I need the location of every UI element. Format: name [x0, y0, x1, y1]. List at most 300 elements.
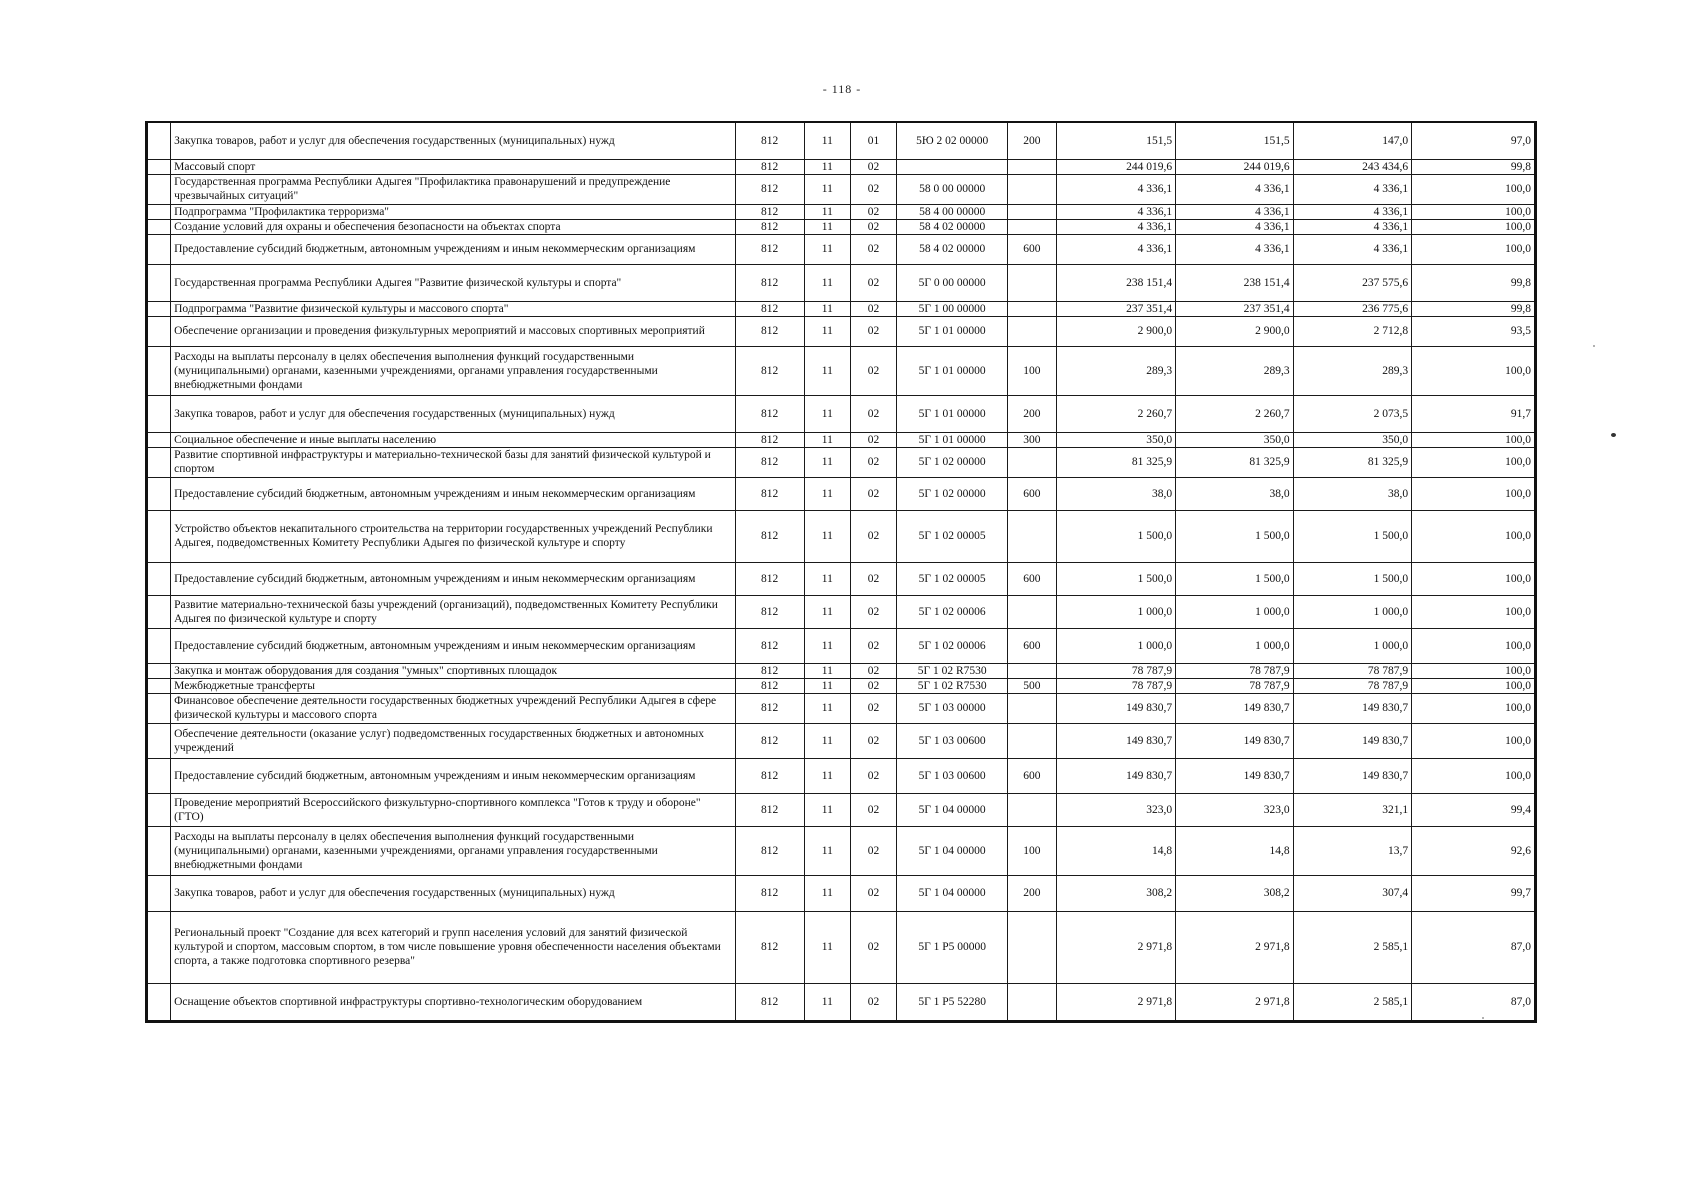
table-row: [147, 826, 1536, 875]
expense-name-cell: Государственная программа Республики Адыгея "Развитие физической культуры и спорта": [171, 264, 735, 301]
target-article-cell: 5Г 1 03 00600: [897, 723, 1008, 758]
refined-amount-cell: 350,0: [1176, 432, 1293, 447]
refined-amount-cell: 78 787,9: [1176, 678, 1293, 693]
table-row: [147, 346, 1536, 395]
approved-amount-cell: 81 325,9: [1056, 447, 1176, 477]
ministry-code-cell: 812: [735, 510, 804, 562]
execution-percent-cell: 100,0: [1412, 758, 1536, 793]
subsection-code-cell: 02: [850, 316, 896, 346]
row-margin-cell: [147, 875, 171, 911]
row-margin-cell: [147, 316, 171, 346]
ministry-code-cell: 812: [735, 628, 804, 663]
execution-percent-cell: 87,0: [1412, 983, 1536, 1021]
expense-kind-cell: [1008, 983, 1056, 1021]
refined-amount-cell: 149 830,7: [1176, 758, 1293, 793]
target-article-cell: 5Г 1 03 00600: [897, 758, 1008, 793]
target-article-cell: 5Г 1 01 00000: [897, 316, 1008, 346]
row-margin-cell: [147, 663, 171, 678]
row-margin-cell: [147, 234, 171, 264]
section-code-cell: 11: [804, 793, 850, 826]
approved-amount-cell: 38,0: [1056, 477, 1176, 510]
row-margin-cell: [147, 264, 171, 301]
expense-kind-cell: 500: [1008, 678, 1056, 693]
ministry-code-cell: 812: [735, 875, 804, 911]
executed-amount-cell: 4 336,1: [1293, 219, 1412, 234]
expense-name-cell: Закупка товаров, работ и услуг для обеспечения государственных (муниципальных) нужд: [171, 122, 735, 159]
ministry-code-cell: 812: [735, 663, 804, 678]
executed-amount-cell: 2 585,1: [1293, 983, 1412, 1021]
ministry-code-cell: 812: [735, 346, 804, 395]
section-code-cell: 11: [804, 562, 850, 595]
executed-amount-cell: 1 500,0: [1293, 562, 1412, 595]
subsection-code-cell: 02: [850, 264, 896, 301]
row-margin-cell: [147, 826, 171, 875]
expense-name-cell: Предоставление субсидий бюджетным, автономным учреждениям и иным некоммерческим организациям: [171, 628, 735, 663]
ministry-code-cell: 812: [735, 432, 804, 447]
target-article-cell: 5Г 1 02 R7530: [897, 663, 1008, 678]
section-code-cell: 11: [804, 432, 850, 447]
approved-amount-cell: 1 000,0: [1056, 628, 1176, 663]
executed-amount-cell: 289,3: [1293, 346, 1412, 395]
approved-amount-cell: 4 336,1: [1056, 174, 1176, 204]
expense-name-cell: Предоставление субсидий бюджетным, автономным учреждениям и иным некоммерческим организациям: [171, 758, 735, 793]
ministry-code-cell: 812: [735, 264, 804, 301]
executed-amount-cell: 243 434,6: [1293, 159, 1412, 174]
subsection-code-cell: 02: [850, 562, 896, 595]
subsection-code-cell: 02: [850, 510, 896, 562]
row-margin-cell: [147, 447, 171, 477]
target-article-cell: [897, 159, 1008, 174]
executed-amount-cell: 147,0: [1293, 122, 1412, 159]
ministry-code-cell: 812: [735, 447, 804, 477]
section-code-cell: 11: [804, 595, 850, 628]
table-row: [147, 911, 1536, 983]
ministry-code-cell: 812: [735, 477, 804, 510]
target-article-cell: 5Г 1 01 00000: [897, 432, 1008, 447]
row-margin-cell: [147, 395, 171, 432]
table-row: [147, 758, 1536, 793]
executed-amount-cell: 1 500,0: [1293, 510, 1412, 562]
executed-amount-cell: 149 830,7: [1293, 758, 1412, 793]
execution-percent-cell: 100,0: [1412, 219, 1536, 234]
table-row: [147, 793, 1536, 826]
expense-kind-cell: [1008, 595, 1056, 628]
table-row: [147, 477, 1536, 510]
expense-name-cell: Закупка товаров, работ и услуг для обеспечения государственных (муниципальных) нужд: [171, 875, 735, 911]
executed-amount-cell: 2 712,8: [1293, 316, 1412, 346]
ministry-code-cell: 812: [735, 826, 804, 875]
refined-amount-cell: 238 151,4: [1176, 264, 1293, 301]
expense-kind-cell: [1008, 447, 1056, 477]
ministry-code-cell: 812: [735, 395, 804, 432]
section-code-cell: 11: [804, 447, 850, 477]
approved-amount-cell: 1 500,0: [1056, 510, 1176, 562]
expense-kind-cell: 300: [1008, 432, 1056, 447]
subsection-code-cell: 02: [850, 219, 896, 234]
ministry-code-cell: 812: [735, 562, 804, 595]
subsection-code-cell: 02: [850, 911, 896, 983]
table-row: [147, 395, 1536, 432]
target-article-cell: 5Г 1 02 00005: [897, 510, 1008, 562]
execution-percent-cell: 92,6: [1412, 826, 1536, 875]
table-row: [147, 204, 1536, 219]
section-code-cell: 11: [804, 983, 850, 1021]
subsection-code-cell: 02: [850, 301, 896, 316]
approved-amount-cell: 2 900,0: [1056, 316, 1176, 346]
table-row: [147, 510, 1536, 562]
table-row: [147, 693, 1536, 723]
execution-percent-cell: 100,0: [1412, 447, 1536, 477]
executed-amount-cell: 4 336,1: [1293, 234, 1412, 264]
execution-percent-cell: 99,7: [1412, 875, 1536, 911]
refined-amount-cell: 38,0: [1176, 477, 1293, 510]
executed-amount-cell: 149 830,7: [1293, 723, 1412, 758]
target-article-cell: 5Г 1 02 00000: [897, 447, 1008, 477]
executed-amount-cell: 1 000,0: [1293, 628, 1412, 663]
target-article-cell: 58 0 00 00000: [897, 174, 1008, 204]
refined-amount-cell: 1 500,0: [1176, 510, 1293, 562]
expense-kind-cell: 600: [1008, 477, 1056, 510]
expense-name-cell: Государственная программа Республики Адыгея "Профилактика правонарушений и предупреждение чрезвычайных ситуаций": [171, 174, 735, 204]
section-code-cell: 11: [804, 510, 850, 562]
target-article-cell: 58 4 00 00000: [897, 204, 1008, 219]
refined-amount-cell: 4 336,1: [1176, 204, 1293, 219]
approved-amount-cell: 1 000,0: [1056, 595, 1176, 628]
row-margin-cell: [147, 793, 171, 826]
target-article-cell: 5Г 0 00 00000: [897, 264, 1008, 301]
approved-amount-cell: 149 830,7: [1056, 723, 1176, 758]
approved-amount-cell: 244 019,6: [1056, 159, 1176, 174]
ministry-code-cell: 812: [735, 595, 804, 628]
approved-amount-cell: 323,0: [1056, 793, 1176, 826]
section-code-cell: 11: [804, 663, 850, 678]
table-row: [147, 723, 1536, 758]
refined-amount-cell: 14,8: [1176, 826, 1293, 875]
section-code-cell: 11: [804, 234, 850, 264]
ministry-code-cell: 812: [735, 723, 804, 758]
expense-kind-cell: 200: [1008, 395, 1056, 432]
expense-kind-cell: 600: [1008, 234, 1056, 264]
section-code-cell: 11: [804, 204, 850, 219]
execution-percent-cell: 93,5: [1412, 316, 1536, 346]
approved-amount-cell: 237 351,4: [1056, 301, 1176, 316]
section-code-cell: 11: [804, 159, 850, 174]
section-code-cell: 11: [804, 301, 850, 316]
execution-percent-cell: 100,0: [1412, 693, 1536, 723]
row-margin-cell: [147, 595, 171, 628]
subsection-code-cell: 02: [850, 663, 896, 678]
expense-name-cell: Расходы на выплаты персоналу в целях обеспечения выполнения функций государственными (муниципальными) органами, казенными учреждениями, органами управления государственными внебюджетными фондами: [171, 346, 735, 395]
refined-amount-cell: 1 000,0: [1176, 628, 1293, 663]
subsection-code-cell: 02: [850, 234, 896, 264]
execution-percent-cell: 100,0: [1412, 477, 1536, 510]
refined-amount-cell: 2 260,7: [1176, 395, 1293, 432]
budget-table-body: [147, 122, 1536, 1021]
ministry-code-cell: 812: [735, 234, 804, 264]
section-code-cell: 11: [804, 693, 850, 723]
ministry-code-cell: 812: [735, 219, 804, 234]
executed-amount-cell: 149 830,7: [1293, 693, 1412, 723]
target-article-cell: 5Г 1 02 R7530: [897, 678, 1008, 693]
row-margin-cell: [147, 723, 171, 758]
target-article-cell: 5Г 1 02 00006: [897, 628, 1008, 663]
approved-amount-cell: 149 830,7: [1056, 758, 1176, 793]
approved-amount-cell: 350,0: [1056, 432, 1176, 447]
section-code-cell: 11: [804, 678, 850, 693]
execution-percent-cell: 100,0: [1412, 628, 1536, 663]
expense-name-cell: Межбюджетные трансферты: [171, 678, 735, 693]
expense-name-cell: Финансовое обеспечение деятельности государственных бюджетных учреждений Республики Адыгея в сфере физической культуры и массового спорта: [171, 693, 735, 723]
approved-amount-cell: 149 830,7: [1056, 693, 1176, 723]
section-code-cell: 11: [804, 758, 850, 793]
subsection-code-cell: 02: [850, 477, 896, 510]
execution-percent-cell: 99,8: [1412, 301, 1536, 316]
approved-amount-cell: 78 787,9: [1056, 678, 1176, 693]
expense-kind-cell: [1008, 219, 1056, 234]
row-margin-cell: [147, 562, 171, 595]
executed-amount-cell: 81 325,9: [1293, 447, 1412, 477]
target-article-cell: 5Г 1 04 00000: [897, 793, 1008, 826]
refined-amount-cell: 1 500,0: [1176, 562, 1293, 595]
subsection-code-cell: 02: [850, 395, 896, 432]
ministry-code-cell: 812: [735, 693, 804, 723]
target-article-cell: 5Г 1 01 00000: [897, 395, 1008, 432]
table-row: [147, 122, 1536, 159]
subsection-code-cell: 02: [850, 595, 896, 628]
table-row: [147, 174, 1536, 204]
approved-amount-cell: 1 500,0: [1056, 562, 1176, 595]
executed-amount-cell: 236 775,6: [1293, 301, 1412, 316]
expense-kind-cell: 100: [1008, 346, 1056, 395]
subsection-code-cell: 02: [850, 758, 896, 793]
table-row: [147, 663, 1536, 678]
target-article-cell: 5Г 1 04 00000: [897, 826, 1008, 875]
approved-amount-cell: 308,2: [1056, 875, 1176, 911]
executed-amount-cell: 350,0: [1293, 432, 1412, 447]
budget-table-wrapper: [145, 121, 1537, 1023]
execution-percent-cell: 97,0: [1412, 122, 1536, 159]
refined-amount-cell: 151,5: [1176, 122, 1293, 159]
approved-amount-cell: 4 336,1: [1056, 234, 1176, 264]
execution-percent-cell: 100,0: [1412, 510, 1536, 562]
row-margin-cell: [147, 122, 171, 159]
section-code-cell: 11: [804, 264, 850, 301]
subsection-code-cell: 02: [850, 693, 896, 723]
executed-amount-cell: 38,0: [1293, 477, 1412, 510]
refined-amount-cell: 1 000,0: [1176, 595, 1293, 628]
section-code-cell: 11: [804, 628, 850, 663]
refined-amount-cell: 308,2: [1176, 875, 1293, 911]
expense-kind-cell: [1008, 301, 1056, 316]
target-article-cell: 5Г 1 03 00000: [897, 693, 1008, 723]
ministry-code-cell: 812: [735, 911, 804, 983]
execution-percent-cell: 100,0: [1412, 723, 1536, 758]
expense-kind-cell: [1008, 204, 1056, 219]
approved-amount-cell: 14,8: [1056, 826, 1176, 875]
subsection-code-cell: 02: [850, 793, 896, 826]
approved-amount-cell: 2 971,8: [1056, 911, 1176, 983]
expense-kind-cell: [1008, 693, 1056, 723]
row-margin-cell: [147, 204, 171, 219]
row-margin-cell: [147, 432, 171, 447]
execution-percent-cell: 100,0: [1412, 204, 1536, 219]
row-margin-cell: [147, 219, 171, 234]
target-article-cell: 5Г 1 02 00006: [897, 595, 1008, 628]
refined-amount-cell: 2 971,8: [1176, 911, 1293, 983]
expense-name-cell: Предоставление субсидий бюджетным, автономным учреждениям и иным некоммерческим организациям: [171, 234, 735, 264]
target-article-cell: 5Г 1 01 00000: [897, 346, 1008, 395]
table-row: [147, 264, 1536, 301]
executed-amount-cell: 2 073,5: [1293, 395, 1412, 432]
approved-amount-cell: 238 151,4: [1056, 264, 1176, 301]
table-row: [147, 234, 1536, 264]
budget-table: [145, 121, 1537, 1023]
subsection-code-cell: 02: [850, 628, 896, 663]
expense-kind-cell: [1008, 159, 1056, 174]
execution-percent-cell: 100,0: [1412, 678, 1536, 693]
table-row: [147, 562, 1536, 595]
approved-amount-cell: 151,5: [1056, 122, 1176, 159]
expense-name-cell: Предоставление субсидий бюджетным, автономным учреждениям и иным некоммерческим организациям: [171, 562, 735, 595]
subsection-code-cell: 02: [850, 174, 896, 204]
expense-name-cell: Массовый спорт: [171, 159, 735, 174]
row-margin-cell: [147, 678, 171, 693]
ministry-code-cell: 812: [735, 316, 804, 346]
expense-name-cell: Закупка товаров, работ и услуг для обеспечения государственных (муниципальных) нужд: [171, 395, 735, 432]
row-margin-cell: [147, 159, 171, 174]
target-article-cell: 5Г 1 04 00000: [897, 875, 1008, 911]
row-margin-cell: [147, 301, 171, 316]
row-margin-cell: [147, 758, 171, 793]
section-code-cell: 11: [804, 875, 850, 911]
table-row: [147, 628, 1536, 663]
ministry-code-cell: 812: [735, 678, 804, 693]
section-code-cell: 11: [804, 826, 850, 875]
ministry-code-cell: 812: [735, 758, 804, 793]
executed-amount-cell: 78 787,9: [1293, 678, 1412, 693]
subsection-code-cell: 02: [850, 447, 896, 477]
section-code-cell: 11: [804, 219, 850, 234]
refined-amount-cell: 2 971,8: [1176, 983, 1293, 1021]
ministry-code-cell: 812: [735, 174, 804, 204]
expense-name-cell: Региональный проект "Создание для всех категорий и групп населения условий для занятий физической культурой и спортом, массовым спортом, в том числе повышение уровня обеспеченности населения объектами спорта, а также подготовка спортивного резерва": [171, 911, 735, 983]
expense-kind-cell: 200: [1008, 875, 1056, 911]
refined-amount-cell: 2 900,0: [1176, 316, 1293, 346]
subsection-code-cell: 02: [850, 432, 896, 447]
refined-amount-cell: 78 787,9: [1176, 663, 1293, 678]
section-code-cell: 11: [804, 346, 850, 395]
execution-percent-cell: 100,0: [1412, 234, 1536, 264]
ministry-code-cell: 812: [735, 793, 804, 826]
target-article-cell: 5Г 1 Р5 00000: [897, 911, 1008, 983]
target-article-cell: 5Г 1 02 00000: [897, 477, 1008, 510]
section-code-cell: 11: [804, 723, 850, 758]
ministry-code-cell: 812: [735, 204, 804, 219]
row-margin-cell: [147, 174, 171, 204]
approved-amount-cell: 289,3: [1056, 346, 1176, 395]
expense-kind-cell: [1008, 723, 1056, 758]
table-row: [147, 447, 1536, 477]
ministry-code-cell: 812: [735, 301, 804, 316]
subsection-code-cell: 02: [850, 159, 896, 174]
execution-percent-cell: 99,8: [1412, 159, 1536, 174]
executed-amount-cell: 78 787,9: [1293, 663, 1412, 678]
execution-percent-cell: 100,0: [1412, 562, 1536, 595]
refined-amount-cell: 323,0: [1176, 793, 1293, 826]
target-article-cell: 58 4 02 00000: [897, 219, 1008, 234]
executed-amount-cell: 13,7: [1293, 826, 1412, 875]
row-margin-cell: [147, 983, 171, 1021]
execution-percent-cell: 100,0: [1412, 346, 1536, 395]
expense-name-cell: Обеспечение организации и проведения физкультурных мероприятий и массовых спортивных мероприятий: [171, 316, 735, 346]
section-code-cell: 11: [804, 316, 850, 346]
expense-kind-cell: 200: [1008, 122, 1056, 159]
execution-percent-cell: 99,4: [1412, 793, 1536, 826]
subsection-code-cell: 02: [850, 826, 896, 875]
table-row: [147, 595, 1536, 628]
expense-kind-cell: [1008, 264, 1056, 301]
expense-name-cell: Обеспечение деятельности (оказание услуг) подведомственных государственных бюджетных и автономных учреждений: [171, 723, 735, 758]
approved-amount-cell: 2 260,7: [1056, 395, 1176, 432]
refined-amount-cell: 149 830,7: [1176, 723, 1293, 758]
executed-amount-cell: 4 336,1: [1293, 174, 1412, 204]
ministry-code-cell: 812: [735, 983, 804, 1021]
row-margin-cell: [147, 346, 171, 395]
expense-kind-cell: [1008, 510, 1056, 562]
refined-amount-cell: 244 019,6: [1176, 159, 1293, 174]
expense-name-cell: Создание условий для охраны и обеспечения безопасности на объектах спорта: [171, 219, 735, 234]
target-article-cell: 58 4 02 00000: [897, 234, 1008, 264]
expense-name-cell: Закупка и монтаж оборудования для создания "умных" спортивных площадок: [171, 663, 735, 678]
expense-kind-cell: 600: [1008, 758, 1056, 793]
subsection-code-cell: 01: [850, 122, 896, 159]
subsection-code-cell: 02: [850, 678, 896, 693]
scan-speck: [1593, 345, 1595, 347]
expense-kind-cell: 100: [1008, 826, 1056, 875]
executed-amount-cell: 4 336,1: [1293, 204, 1412, 219]
table-row: [147, 678, 1536, 693]
expense-name-cell: Устройство объектов некапитального строительства на территории государственных учреждений Республики Адыгея, подведомственных Комитету Республики Адыгея по физической культуре и спорту: [171, 510, 735, 562]
table-row: [147, 219, 1536, 234]
table-row: [147, 983, 1536, 1021]
expense-name-cell: Социальное обеспечение и иные выплаты населению: [171, 432, 735, 447]
section-code-cell: 11: [804, 911, 850, 983]
row-margin-cell: [147, 693, 171, 723]
section-code-cell: 11: [804, 477, 850, 510]
row-margin-cell: [147, 510, 171, 562]
table-row: [147, 316, 1536, 346]
execution-percent-cell: 100,0: [1412, 663, 1536, 678]
target-article-cell: 5Ю 2 02 00000: [897, 122, 1008, 159]
ministry-code-cell: 812: [735, 122, 804, 159]
subsection-code-cell: 02: [850, 346, 896, 395]
expense-kind-cell: [1008, 174, 1056, 204]
execution-percent-cell: 87,0: [1412, 911, 1536, 983]
expense-kind-cell: [1008, 663, 1056, 678]
subsection-code-cell: 02: [850, 723, 896, 758]
refined-amount-cell: 4 336,1: [1176, 219, 1293, 234]
refined-amount-cell: 237 351,4: [1176, 301, 1293, 316]
row-margin-cell: [147, 477, 171, 510]
approved-amount-cell: 78 787,9: [1056, 663, 1176, 678]
section-code-cell: 11: [804, 174, 850, 204]
executed-amount-cell: 321,1: [1293, 793, 1412, 826]
target-article-cell: 5Г 1 Р5 52280: [897, 983, 1008, 1021]
target-article-cell: 5Г 1 00 00000: [897, 301, 1008, 316]
scan-speck: [1482, 1017, 1484, 1019]
approved-amount-cell: 4 336,1: [1056, 219, 1176, 234]
expense-kind-cell: [1008, 793, 1056, 826]
